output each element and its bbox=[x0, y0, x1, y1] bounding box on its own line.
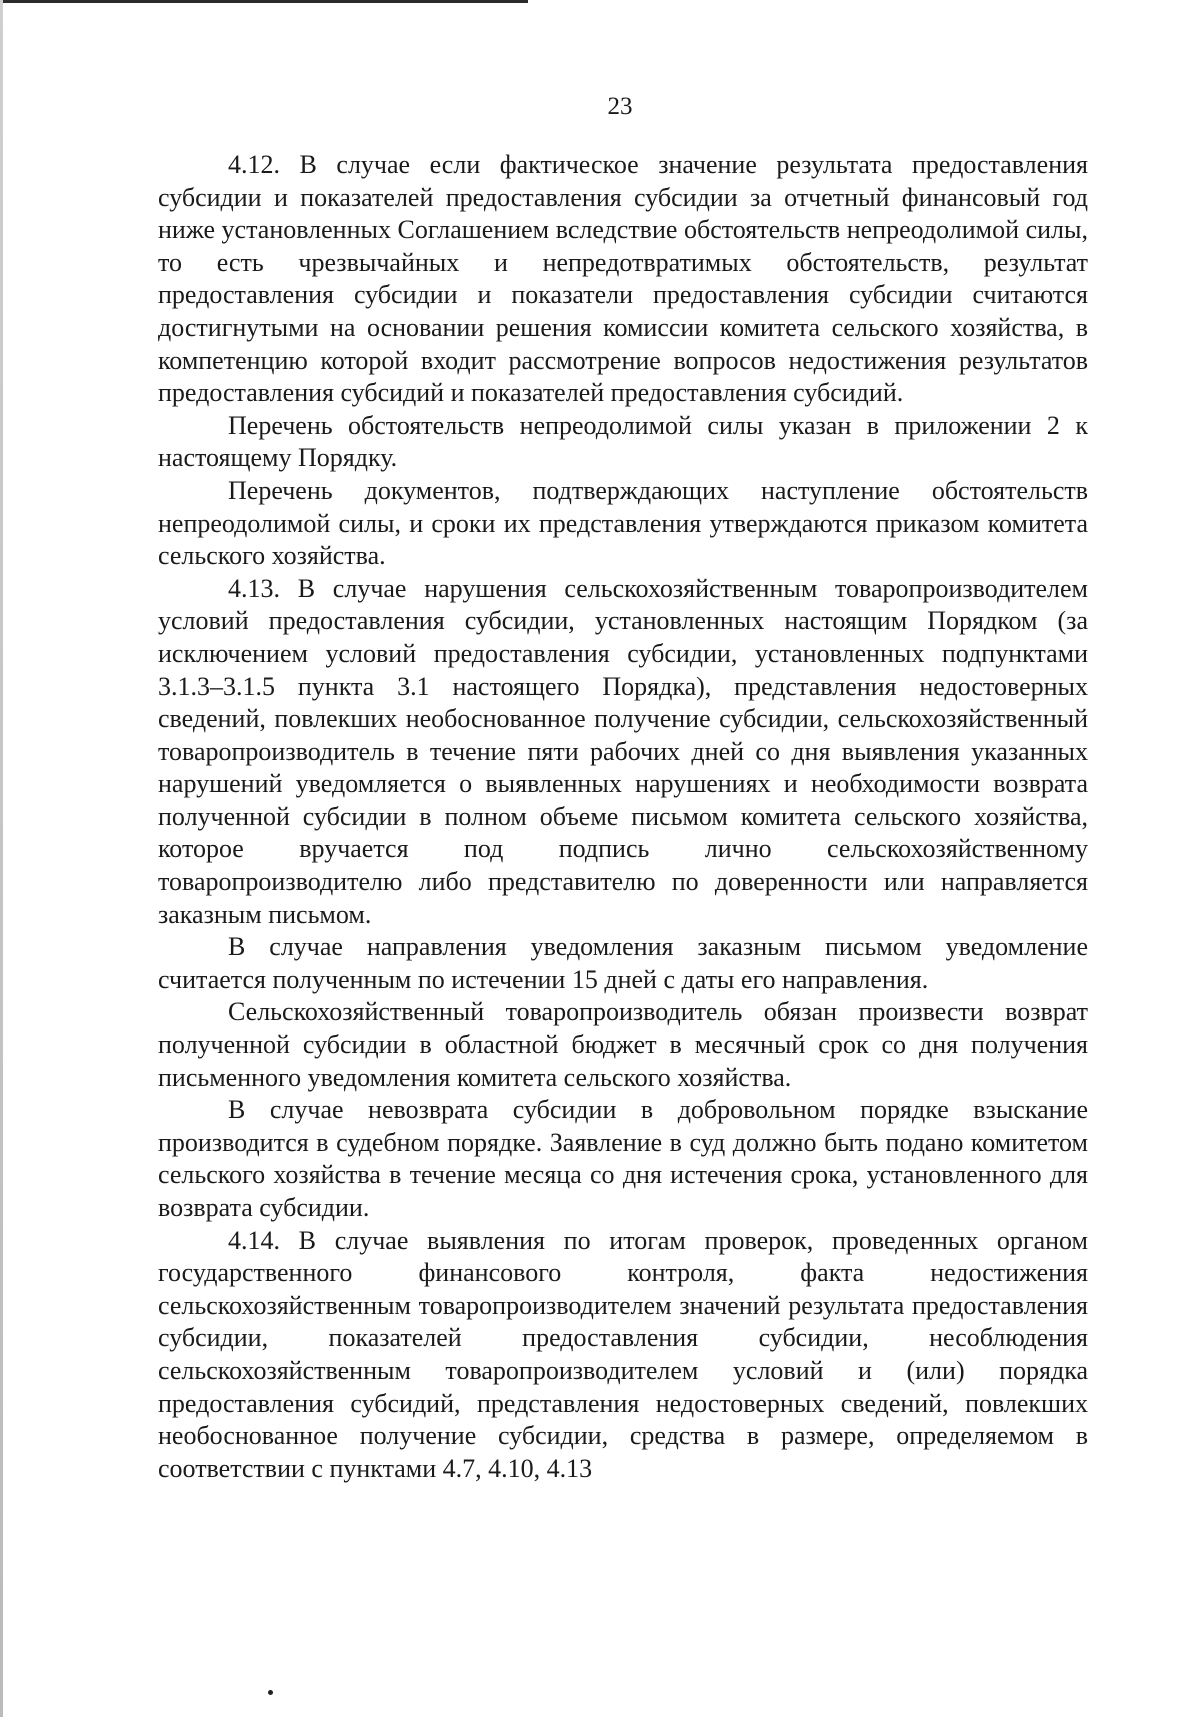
paragraph-registered-letter: В случае направления уведомления заказным письмом уведомление считается полученным по истечении 15 дней с даты его направления. bbox=[158, 932, 1088, 994]
paragraph-refund-obligation: Сельскохозяйственный товаропроизводитель обязан произвести возврат полученной субсидии в областной бюджет в месячный срок со дня получения письменного уведомления комитета сельского хозяйства. bbox=[158, 997, 1088, 1092]
page-number: 23 bbox=[607, 93, 633, 120]
scan-left-edge-line bbox=[0, 0, 3, 1717]
paragraph-court-recovery: В случае невозврата субсидии в добровольном порядке взыскание производится в судебном порядке. Заявление в суд должно быть подано комитетом сельского хозяйства в течение месяца со дня истечения срока, установленного для возврата субсидии. bbox=[158, 1095, 1088, 1222]
paragraph-4-14: 4.14. В случае выявления по итогам проверок, проведенных органом государственного финансового контроля, факта недостижения сельскохозяйственным товаропроизводителем значений результата предоставления субсидии, показателей предоставления субсидии, несоблюдения сельскохозяйственным товаропроизводителем условий и (или) порядка предоставления субсидий, представления недостоверных сведений, повлекших необоснованное получение субсидии, средства в размере, определяемом в соответствии с пунктами 4.7, 4.10, 4.13 bbox=[158, 1225, 1088, 1483]
scan-top-edge-line bbox=[0, 0, 528, 3]
paragraph-force-majeure-list: Перечень обстоятельств непреодолимой силы указан в приложении 2 к настоящему Порядку. bbox=[158, 410, 1088, 473]
paragraph-documents-list: Перечень документов, подтверждающих наступление обстоятельств непреодолимой силы, и сроки их представления утверждаются приказом комитета сельского хозяйства. bbox=[158, 475, 1088, 571]
document-body bbox=[158, 149, 1088, 1485]
paragraph-4-13: 4.13. В случае нарушения сельскохозяйственным товаропроизводителем условий предоставления субсидии, установленных настоящим Порядком (за исключением условий предоставления субсидии, установленных подпунктами 3.1.3–3.1.5 пункта 3.1 настоящего Порядка), представления недостоверных сведений, повлекших необоснованное получение субсидии, сельскохозяйственный товаропроизводитель в течение пяти рабочих дней со дня выявления указанных нарушений уведомляется о выявленных нарушениях и необходимости возврата полученной субсидии в полном объеме письмом комитета сельского хозяйства, которое вручается под подпись лично сельскохозяйственному товаропроизводителю либо представителю по доверенности или направляется заказным письмом. bbox=[158, 573, 1088, 929]
scan-dot-mark bbox=[268, 1690, 273, 1695]
paragraph-4-12: 4.12. В случае если фактическое значение результата предоставления субсидии и показателей предоставления субсидии за отчетный финансовый год ниже установленных Соглашением вследствие обстоятельств непреодолимой силы, то есть чрезвычайных и непредотвратимых обстоятельств, результат предоставления субсидии и показатели предоставления субсидии считаются достигнутыми на основании решения комиссии комитета сельского хозяйства, в компетенцию которой входит рассмотрение вопросов недостижения результатов предоставления субсидий и показателей предоставления субсидий. bbox=[158, 150, 1088, 408]
